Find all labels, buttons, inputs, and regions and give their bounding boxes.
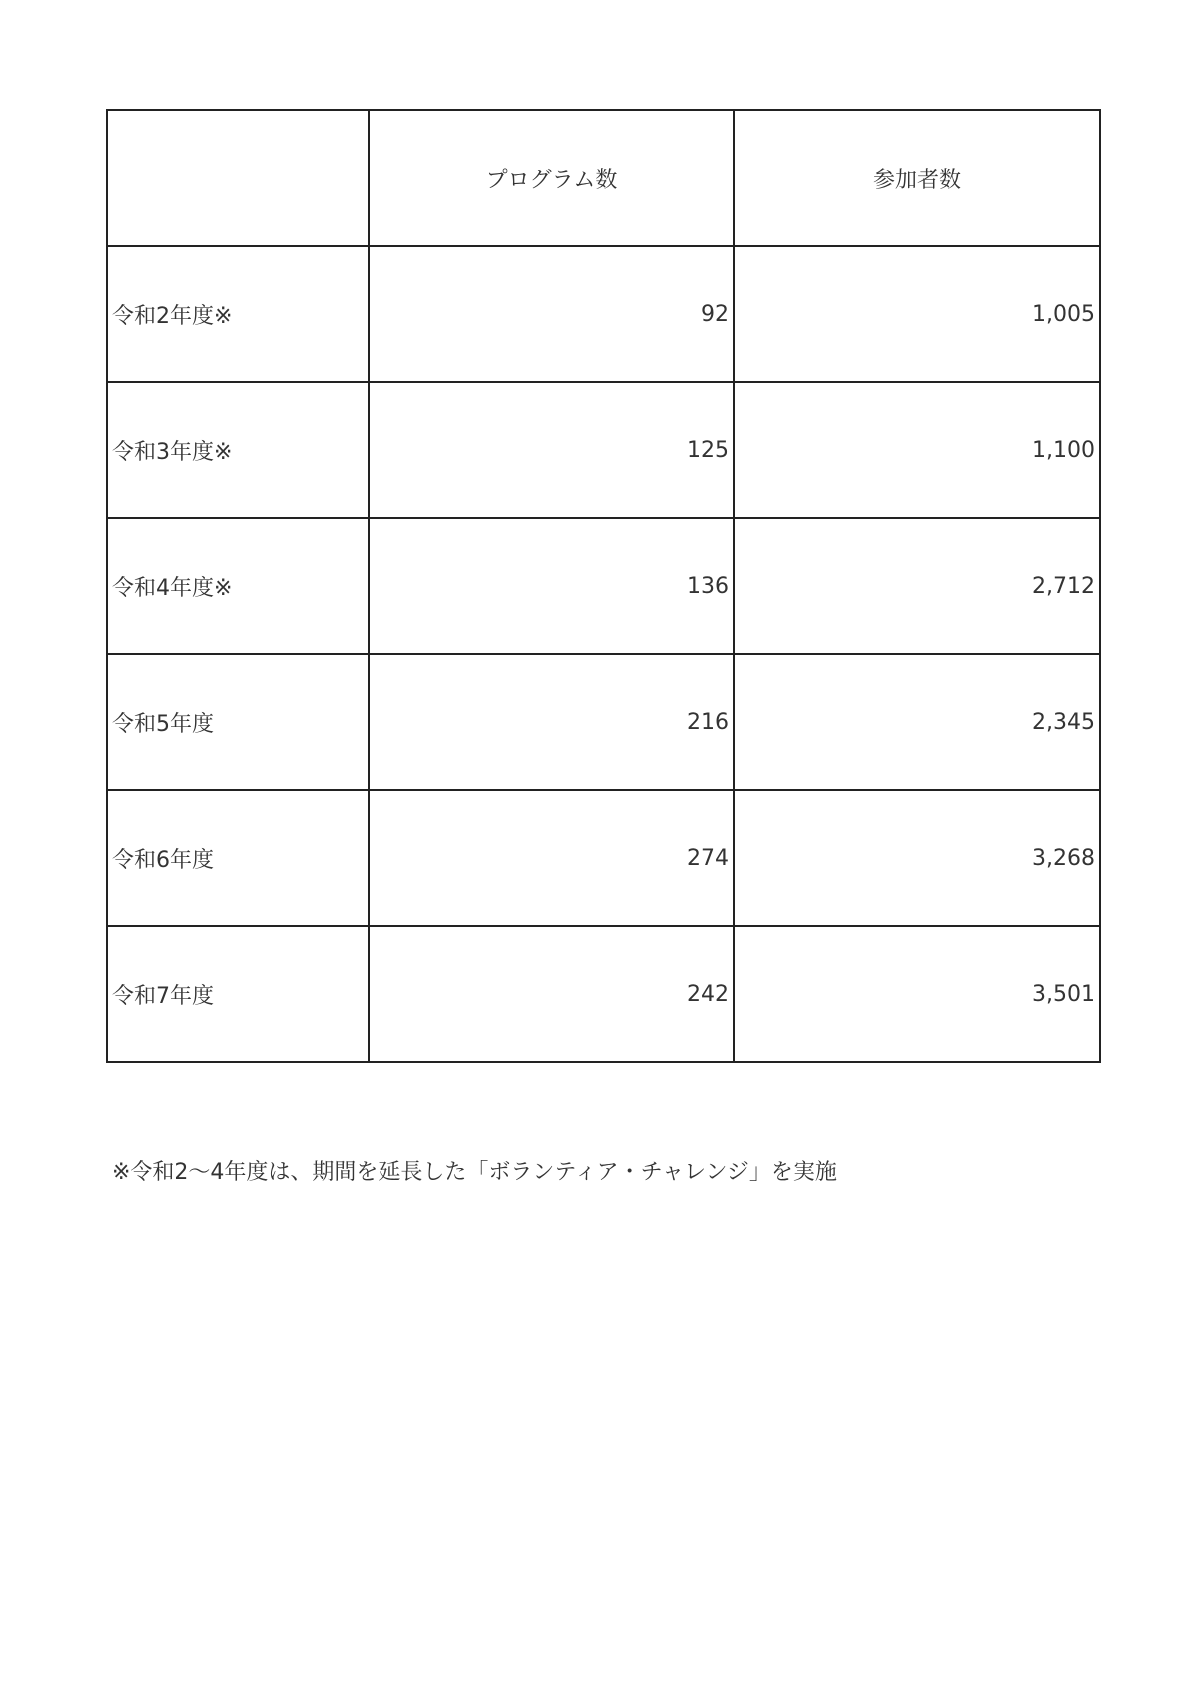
header-programs-cell: プログラム数 — [369, 110, 734, 246]
header-participants-cell: 参加者数 — [734, 110, 1100, 246]
year-cell: 令和2年度※ — [107, 246, 369, 382]
programs-cell: 242 — [369, 926, 734, 1062]
table-row — [107, 926, 1100, 1062]
programs-cell: 125 — [369, 382, 734, 518]
participants-cell: 3,501 — [734, 926, 1100, 1062]
programs-cell: 92 — [369, 246, 734, 382]
table-row — [107, 382, 1100, 518]
participants-cell: 1,005 — [734, 246, 1100, 382]
participants-cell: 1,100 — [734, 382, 1100, 518]
year-cell: 令和3年度※ — [107, 382, 369, 518]
footnote: ※令和2～4年度は、期間を延長した「ボランティア・チャレンジ」を実施 — [112, 1160, 837, 1185]
programs-cell: 274 — [369, 790, 734, 926]
year-cell: 令和6年度 — [107, 790, 369, 926]
year-cell: 令和5年度 — [107, 654, 369, 790]
year-cell: 令和7年度 — [107, 926, 369, 1062]
statistics-table — [106, 109, 1101, 1063]
table-row — [107, 518, 1100, 654]
year-cell: 令和4年度※ — [107, 518, 369, 654]
table-row — [107, 790, 1100, 926]
table-row — [107, 654, 1100, 790]
programs-cell: 216 — [369, 654, 734, 790]
table-row — [107, 246, 1100, 382]
table-header-row — [107, 110, 1100, 246]
programs-cell: 136 — [369, 518, 734, 654]
header-label-cell — [107, 110, 369, 246]
participants-cell: 3,268 — [734, 790, 1100, 926]
participants-cell: 2,345 — [734, 654, 1100, 790]
participants-cell: 2,712 — [734, 518, 1100, 654]
